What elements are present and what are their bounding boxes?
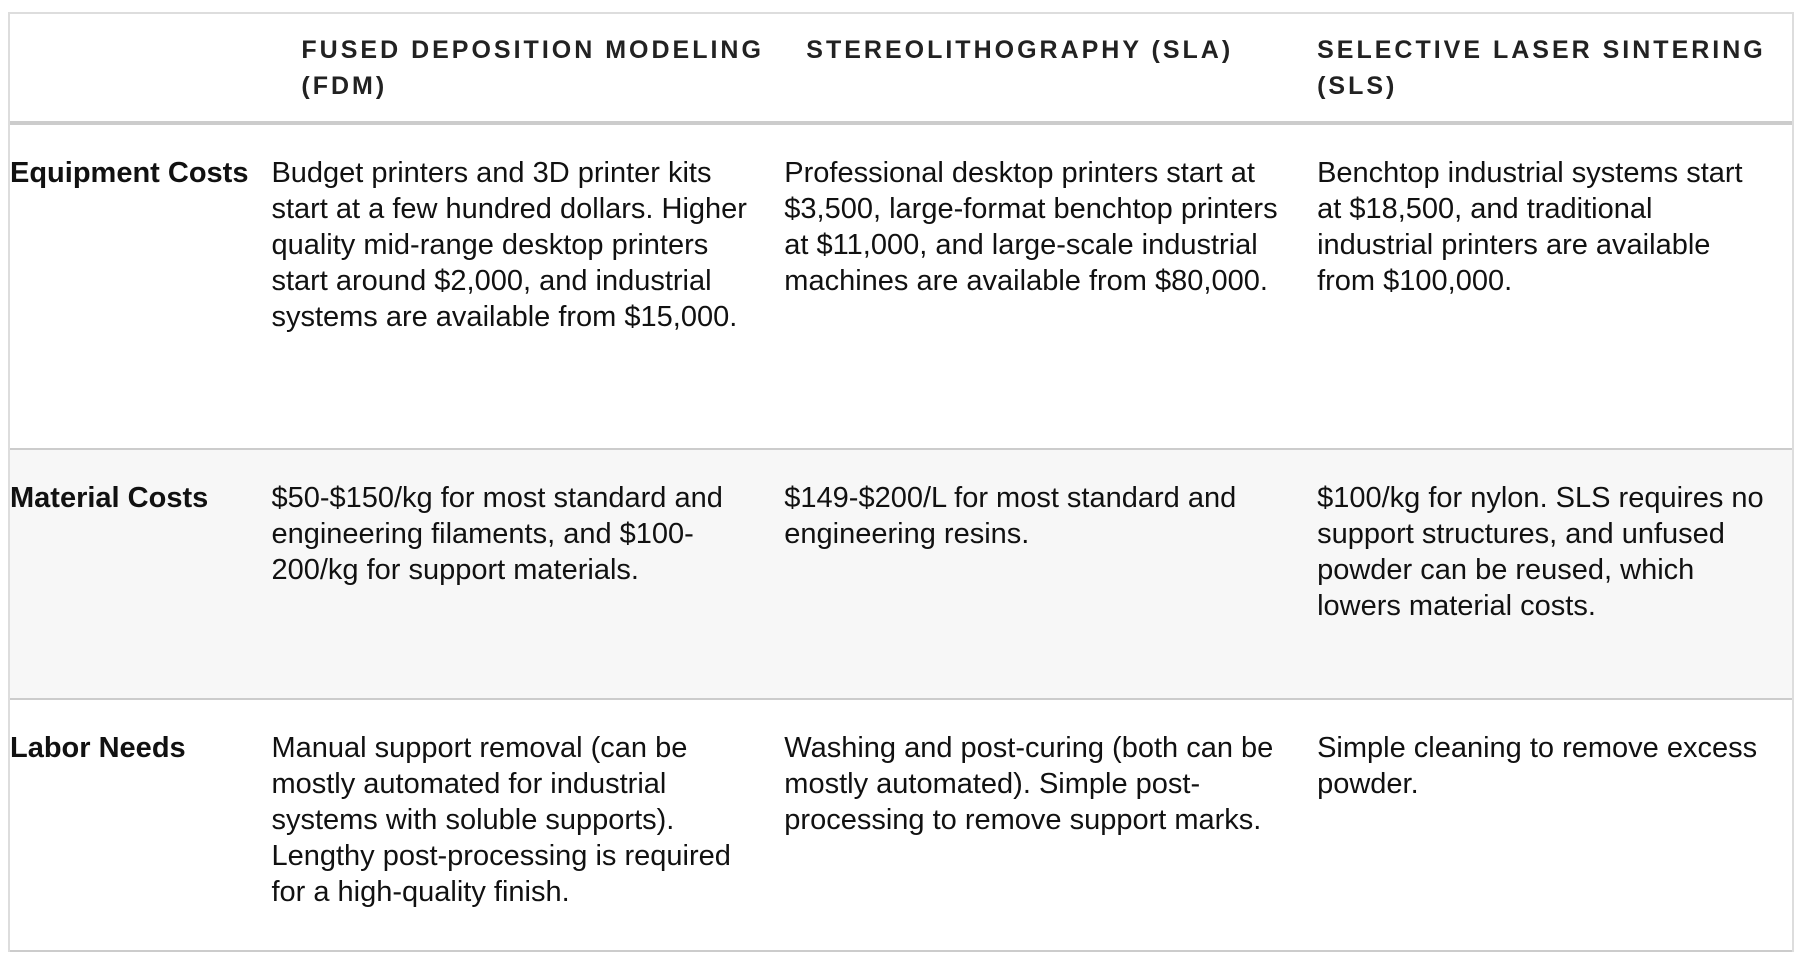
- cell-sla: Professional desktop printers start at $3,500, large-format benchtop printers at $11,000, and large-scale industrial machines are available from $80,000.: [784, 157, 1278, 297]
- header-empty: [10, 14, 271, 121]
- row-label: Labor Needs: [10, 732, 186, 764]
- table-row: [10, 450, 1792, 700]
- comparison-table: [8, 12, 1794, 952]
- cell-sls: $100/kg for nylon. SLS requires no support structures, and unfused powder can be reused, which lowers material costs.: [1317, 482, 1764, 622]
- table-header-row: [10, 14, 1792, 125]
- header-sla: STEREOLITHOGRAPHY (SLA): [806, 36, 1234, 64]
- header-fdm: FUSED DEPOSITION MODELING (FDM): [301, 36, 764, 100]
- cell-sla: Washing and post-curing (both can be mostly automated). Simple post-processing to remove support marks.: [784, 732, 1274, 836]
- row-label: Material Costs: [10, 482, 209, 514]
- cell-fdm: Manual support removal (can be mostly automated for industrial systems with soluble supports). Lengthy post-processing is required for a high-quality finish.: [271, 732, 731, 908]
- cell-sls: Benchtop industrial systems start at $18,500, and traditional industrial printers are available from $100,000.: [1317, 157, 1743, 297]
- cell-fdm: $50-$150/kg for most standard and engineering filaments, and $100-200/kg for support materials.: [271, 482, 723, 586]
- cell-sls: Simple cleaning to remove excess powder.: [1317, 732, 1758, 800]
- row-label: Equipment Costs: [10, 157, 249, 189]
- header-sls: SELECTIVE LASER SINTERING (SLS): [1317, 36, 1766, 100]
- table-row: [10, 125, 1792, 450]
- table-row: [10, 700, 1792, 952]
- cell-sla: $149-$200/L for most standard and engineering resins.: [784, 482, 1237, 550]
- cell-fdm: Budget printers and 3D printer kits start at a few hundred dollars. Higher quality mid-range desktop printers start around $2,000, and industrial systems are available from $15,000.: [271, 157, 747, 333]
